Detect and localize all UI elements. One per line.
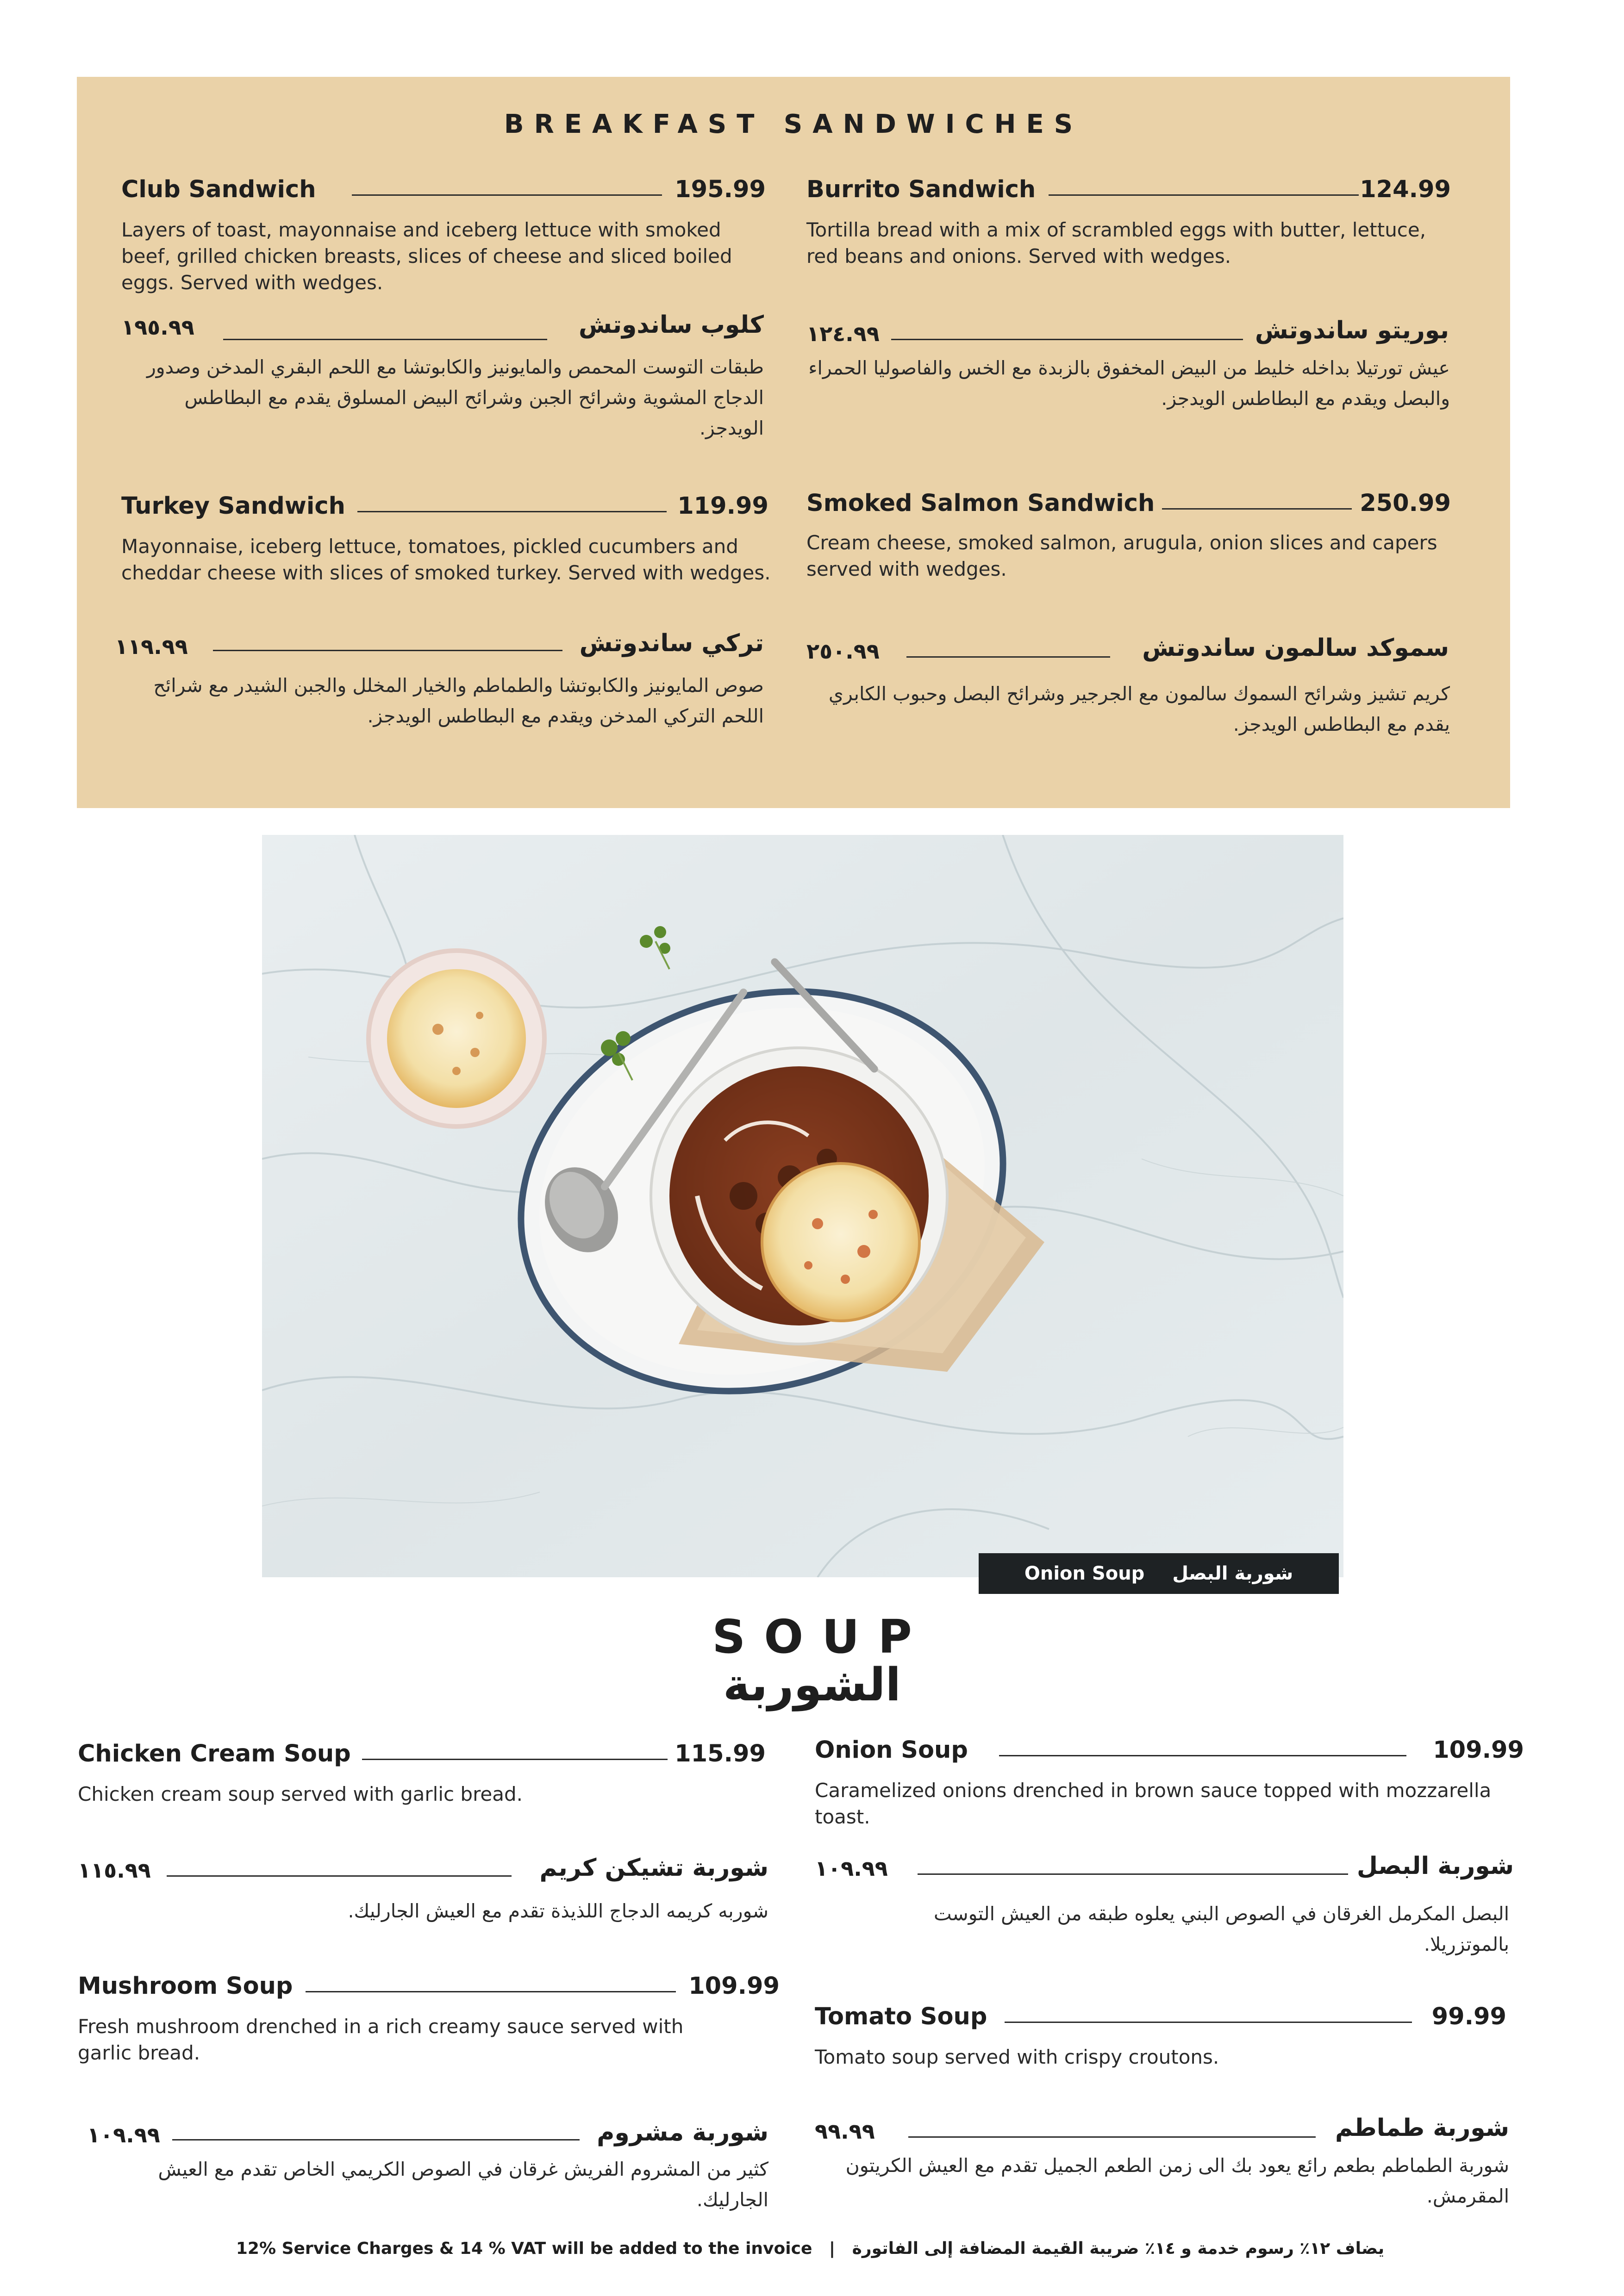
footer-en: 12% Service Charges & 14 % VAT will be added to the invoice <box>236 2239 812 2258</box>
item-description-ar: البصل المكرمل الغرقان في الصوص البني يعلوه طبقه من العيش التوست بالموتزريلا. <box>934 1903 1509 1955</box>
item-name: Club Sandwich <box>121 176 316 203</box>
item-name: Chicken Cream Soup <box>78 1740 351 1767</box>
leader-line <box>223 339 547 340</box>
item-description: Fresh mushroom drenched in a rich creamy sauce served with garlic bread. <box>78 2015 684 2064</box>
item-description-ar: كريم تشيز وشرائح السموك سالمون مع الجرجير وشرائح البصل وحبوب الكابري يقدم مع البطاطس الويدجز. <box>828 683 1450 735</box>
item-description-ar: كثير من المشروم الفريش غرقان في الصوص الكريمي الخاص تقدم مع العيش الجارليك. <box>158 2158 768 2211</box>
leader-line <box>1162 508 1352 510</box>
item-price-ar: ٢٥٠.٩٩ <box>806 639 880 664</box>
item-price: 124.99 <box>1360 176 1451 203</box>
item-name-ar: شوربة طماطم <box>1335 2114 1509 2142</box>
item-name: Onion Soup <box>815 1736 968 1764</box>
footer-ar: يضاف ١٢٪ رسوم خدمة و ١٤٪ ضريبة القيمة المضافة إلى الفاتورة <box>852 2239 1385 2258</box>
item-description-ar: طبقات التوست المحمص والمايونيز والكابوتشا مع اللحم البقري المدخن وصدور الدجاج المشوية وشرائح الجبن وشرائح البيض المسلوق يقدم مع البطاطس الويدجز. <box>146 356 764 439</box>
item-price: 99.99 <box>1431 2003 1506 2030</box>
item-price: 115.99 <box>675 1740 766 1767</box>
leader-line <box>906 656 1110 658</box>
leader-line <box>908 2136 1316 2138</box>
leader-line <box>357 511 667 512</box>
leader-line <box>918 1873 1348 1875</box>
leader-line <box>891 339 1243 340</box>
item-name-ar: تركي ساندوتش <box>579 629 764 657</box>
item-price-ar: ١١٩.٩٩ <box>115 634 188 659</box>
item-description-ar: عيش تورتيلا بداخله خليط من البيض المخفوق بالزبدة مع الخس والفاصوليا الحمراء والبصل ويقدم مع البطاطس الويدجز. <box>808 357 1450 410</box>
footer-separator: | <box>829 2239 836 2258</box>
footer-note <box>139 2239 1481 2258</box>
onion-soup-photo <box>262 835 1343 1577</box>
item-description: Caramelized onions drenched in brown sauce topped with mozzarella toast. <box>815 1779 1492 1828</box>
item-price-ar: ١٠٩.٩٩ <box>815 1856 888 1881</box>
caption-en: Onion Soup <box>1024 1563 1145 1584</box>
item-price: 195.99 <box>675 176 766 203</box>
item-name-ar: شوربة مشروم <box>597 2119 768 2147</box>
breakfast-title: BREAKFAST SANDWICHES <box>504 109 1083 139</box>
item-name-ar: كلوب ساندوتش <box>578 311 764 339</box>
item-description: Cream cheese, smoked salmon, arugula, onion slices and capers served with wedges. <box>806 531 1437 580</box>
leader-line <box>213 650 562 651</box>
item-price-ar: ٩٩.٩٩ <box>815 2119 875 2144</box>
leader-line <box>352 194 662 196</box>
item-description-ar: شوربه كريمه الدجاج اللذيذة تقدم مع العيش الجارليك. <box>348 1900 768 1922</box>
leader-line <box>167 1875 512 1877</box>
item-description: Mayonnaise, iceberg lettuce, tomatoes, pickled cucumbers and cheddar cheese with slices of smoked turkey. Served with wedges. <box>121 535 771 584</box>
item-price-ar: ١١٥.٩٩ <box>78 1858 151 1883</box>
leader-line <box>172 2139 580 2140</box>
item-description: Layers of toast, mayonnaise and iceberg lettuce with smoked beef, grilled chicken breasts, slices of cheese and sliced boiled eggs. Served with wedges. <box>121 218 732 294</box>
item-name-ar: شوربة البصل <box>1356 1852 1514 1880</box>
item-name: Mushroom Soup <box>78 1972 293 2000</box>
caption-ar: شوربة البصل <box>1172 1563 1293 1584</box>
item-name: Smoked Salmon Sandwich <box>806 490 1155 517</box>
item-name-ar: بوريتو ساندوتش <box>1255 317 1449 344</box>
leader-line <box>306 1991 676 1992</box>
item-price-ar: ١٢٤.٩٩ <box>806 321 880 346</box>
item-name: Burrito Sandwich <box>806 176 1036 203</box>
item-price: 250.99 <box>1360 490 1451 517</box>
item-price-ar: ١٩٥.٩٩ <box>121 315 194 340</box>
soup-title: SOUP <box>712 1610 931 1664</box>
item-name: Tomato Soup <box>815 2003 987 2030</box>
item-price: 109.99 <box>1433 1736 1524 1764</box>
item-description-ar: صوص المايونيز والكابوتشا والطماطم والخيار المخلل والجبن الشيدر مع شرائح اللحم التركي المدخن ويقدم مع البطاطس الويدجز. <box>153 674 764 727</box>
leader-line <box>999 1755 1406 1756</box>
leader-line <box>1005 2022 1412 2023</box>
photo-caption <box>979 1553 1339 1594</box>
leader-line <box>1049 194 1359 196</box>
item-name-ar: شوربة تشيكن كريم <box>539 1854 768 1882</box>
item-name: Turkey Sandwich <box>121 492 345 520</box>
item-description: Tortilla bread with a mix of scrambled eggs with butter, lettuce, red beans and onions. Served with wedges. <box>806 218 1426 268</box>
item-description-ar: شوربة الطماطم بطعم رائع يعود بك الى زمن الطعم الجميل تقدم مع العيش الكريتون المقرمش. <box>845 2154 1509 2207</box>
item-price: 109.99 <box>688 1972 780 2000</box>
item-price-ar: ١٠٩.٩٩ <box>87 2122 160 2147</box>
item-name-ar: سموكد سالمون ساندوتش <box>1142 634 1449 662</box>
item-price: 119.99 <box>677 492 768 520</box>
soup-title-ar: الشوربة <box>723 1659 901 1711</box>
leader-line <box>362 1759 668 1760</box>
item-description: Tomato soup served with crispy croutons. <box>815 2046 1219 2068</box>
item-description: Chicken cream soup served with garlic bread. <box>78 1783 523 1805</box>
